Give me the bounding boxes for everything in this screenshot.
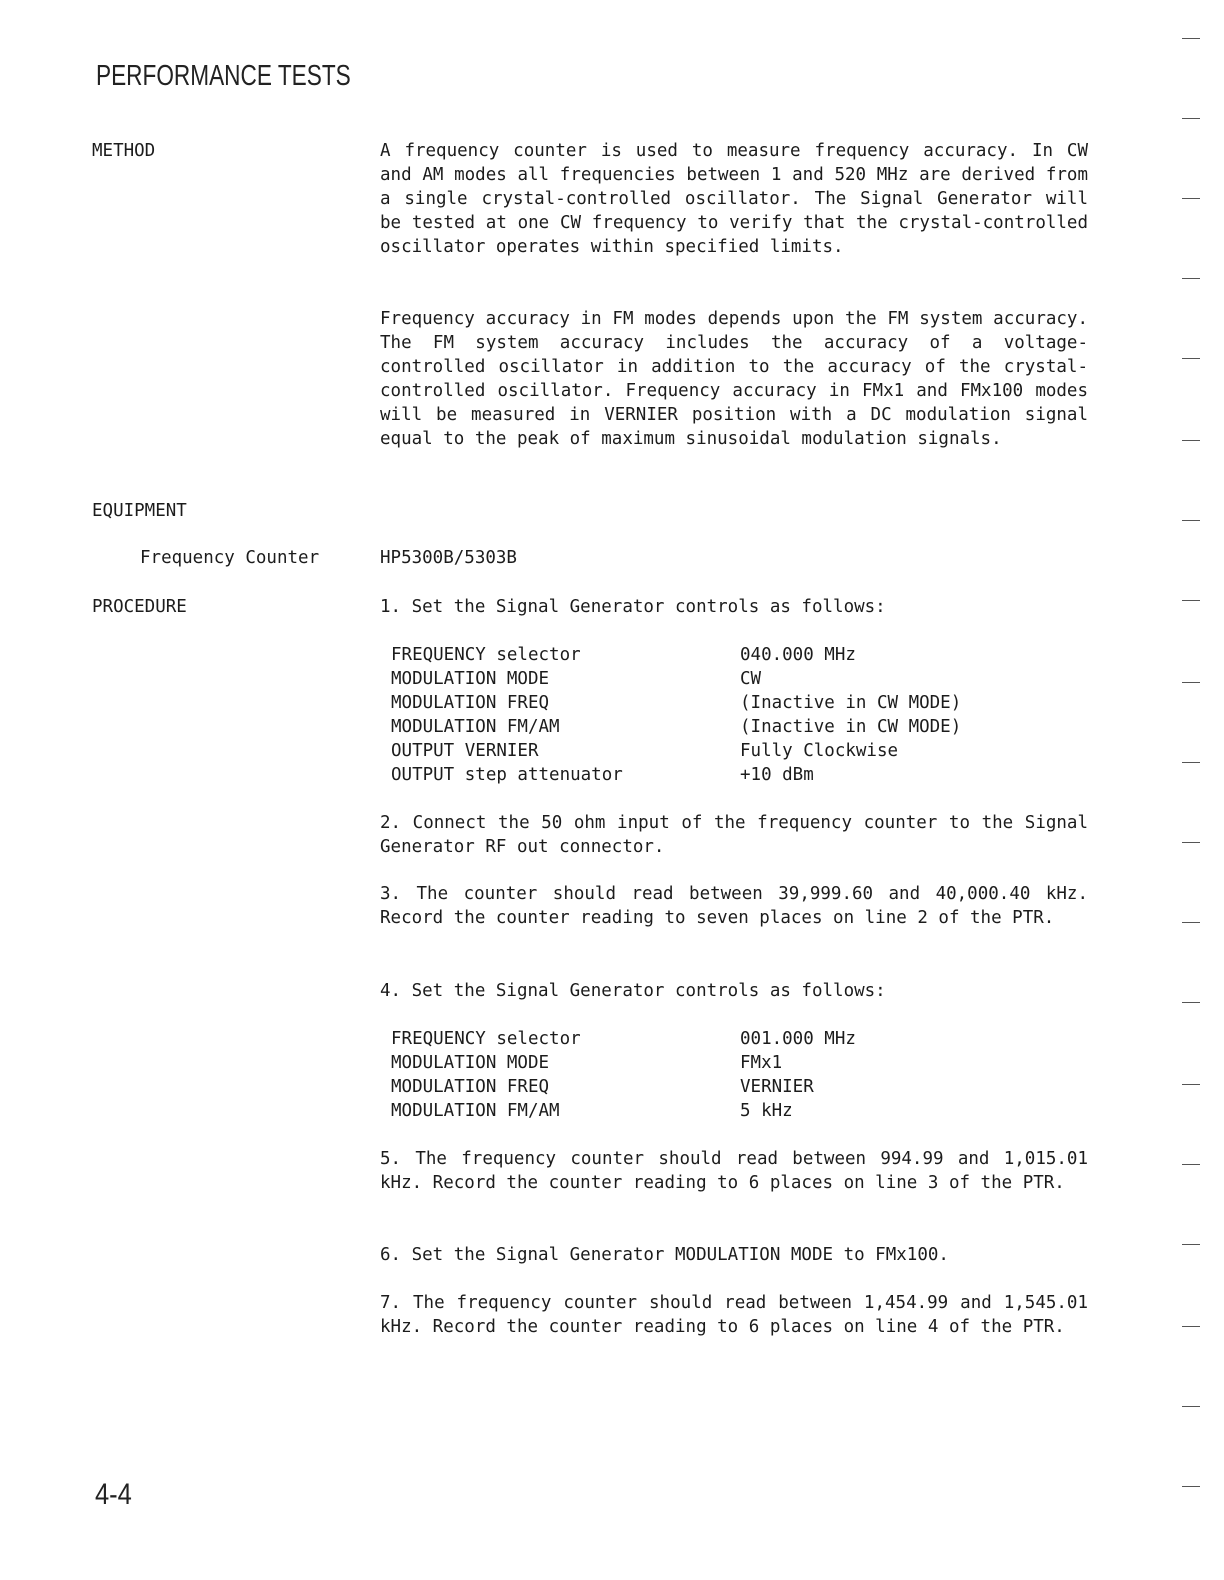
procedure-step-7: 7. The frequency counter should read between 1,454.99 and 1,545.01 kHz. Record the counter reading to 6 places on line 4 of the PTR. bbox=[380, 1293, 1088, 1337]
procedure-step-6: 6. Set the Signal Generator MODULATION MODE to FMx100. bbox=[380, 1245, 949, 1265]
setting-value: Fully Clockwise bbox=[740, 741, 899, 761]
procedure-step-2: 2. Connect the 50 ohm input of the frequency counter to the Signal Generator RF out connector. bbox=[380, 813, 1088, 857]
procedure-step-1: 1. Set the Signal Generator controls as follows: bbox=[380, 597, 886, 617]
settings-row bbox=[391, 1051, 1011, 1075]
setting-control: MODULATION FM/AM bbox=[391, 717, 560, 737]
setting-value: FMx1 bbox=[740, 1053, 783, 1073]
procedure-step-5: 5. The frequency counter should read between 994.99 and 1,015.01 kHz. Record the counter reading to 6 places on line 3 of the PTR. bbox=[380, 1149, 1088, 1193]
setting-value: 040.000 MHz bbox=[740, 645, 856, 665]
settings-row bbox=[391, 763, 1011, 787]
setting-value: (Inactive in CW MODE) bbox=[740, 717, 962, 737]
settings-row bbox=[391, 1099, 1011, 1123]
setting-control: OUTPUT step attenuator bbox=[391, 765, 623, 785]
settings-row bbox=[391, 715, 1011, 739]
setting-control: FREQUENCY selector bbox=[391, 1029, 581, 1049]
setting-value: 5 kHz bbox=[740, 1101, 793, 1121]
margin-tick bbox=[1182, 520, 1200, 521]
section-label-method: METHOD bbox=[92, 141, 156, 161]
settings-table-2 bbox=[391, 1027, 1011, 1123]
settings-table-1 bbox=[391, 643, 1011, 787]
setting-control: MODULATION FREQ bbox=[391, 693, 550, 713]
method-paragraph-2: Frequency accuracy in FM modes depends upon the FM system accuracy. The FM system accuracy includes the accuracy of a voltage-controlled oscillator in addition to the accuracy of the crystal-controlled oscillator. Frequency accuracy in FMx1 and FMx100 modes will be measured in VERNIER position with a DC modulation signal equal to the peak of maximum sinusoidal modulation signals. bbox=[380, 309, 1088, 449]
settings-row bbox=[391, 691, 1011, 715]
margin-tick bbox=[1182, 1164, 1200, 1165]
margin-tick bbox=[1182, 358, 1200, 359]
margin-tick bbox=[1182, 1406, 1200, 1407]
setting-value: VERNIER bbox=[740, 1077, 814, 1097]
procedure-step-3: 3. The counter should read between 39,999.60 and 40,000.40 kHz. Record the counter reading to seven places on line 2 of the PTR. bbox=[380, 884, 1088, 928]
margin-tick bbox=[1182, 198, 1200, 199]
settings-row bbox=[391, 739, 1011, 763]
method-paragraph-1: A frequency counter is used to measure frequency accuracy. In CW and AM modes all frequencies between 1 and 520 MHz are derived from a single crystal-controlled oscillator. The Signal Generator will be tested at one CW frequency to verify that the crystal-controlled oscillator operates within specified limits. bbox=[380, 141, 1088, 257]
setting-value: (Inactive in CW MODE) bbox=[740, 693, 962, 713]
section-label-equipment: EQUIPMENT bbox=[92, 501, 187, 521]
margin-tick bbox=[1182, 118, 1200, 119]
margin-tick bbox=[1182, 600, 1200, 601]
margin-tick bbox=[1182, 1084, 1200, 1085]
margin-tick bbox=[1182, 1002, 1200, 1003]
margin-tick bbox=[1182, 278, 1200, 279]
margin-tick bbox=[1182, 922, 1200, 923]
margin-tick bbox=[1182, 38, 1200, 39]
margin-tick bbox=[1182, 1244, 1200, 1245]
margin-tick bbox=[1182, 440, 1200, 441]
page-title: PERFORMANCE TESTS bbox=[96, 60, 351, 92]
setting-value: +10 dBm bbox=[740, 765, 814, 785]
margin-tick bbox=[1182, 682, 1200, 683]
settings-row bbox=[391, 643, 1011, 667]
margin-tick bbox=[1182, 842, 1200, 843]
margin-tick bbox=[1182, 762, 1200, 763]
margin-tick bbox=[1182, 1486, 1200, 1487]
settings-row bbox=[391, 667, 1011, 691]
setting-control: MODULATION MODE bbox=[391, 669, 550, 689]
section-label-procedure: PROCEDURE bbox=[92, 597, 187, 617]
setting-control: FREQUENCY selector bbox=[391, 645, 581, 665]
setting-control: OUTPUT VERNIER bbox=[391, 741, 539, 761]
setting-control: MODULATION MODE bbox=[391, 1053, 550, 1073]
settings-row bbox=[391, 1075, 1011, 1099]
page-number: 4-4 bbox=[95, 1478, 132, 1511]
equipment-item-name: Frequency Counter bbox=[140, 548, 320, 568]
setting-value: CW bbox=[740, 669, 762, 689]
settings-row bbox=[391, 1027, 1011, 1051]
equipment-item-model: HP5300B/5303B bbox=[380, 548, 517, 568]
setting-value: 001.000 MHz bbox=[740, 1029, 856, 1049]
setting-control: MODULATION FM/AM bbox=[391, 1101, 560, 1121]
setting-control: MODULATION FREQ bbox=[391, 1077, 550, 1097]
margin-tick bbox=[1182, 1326, 1200, 1327]
procedure-step-4: 4. Set the Signal Generator controls as follows: bbox=[380, 981, 886, 1001]
